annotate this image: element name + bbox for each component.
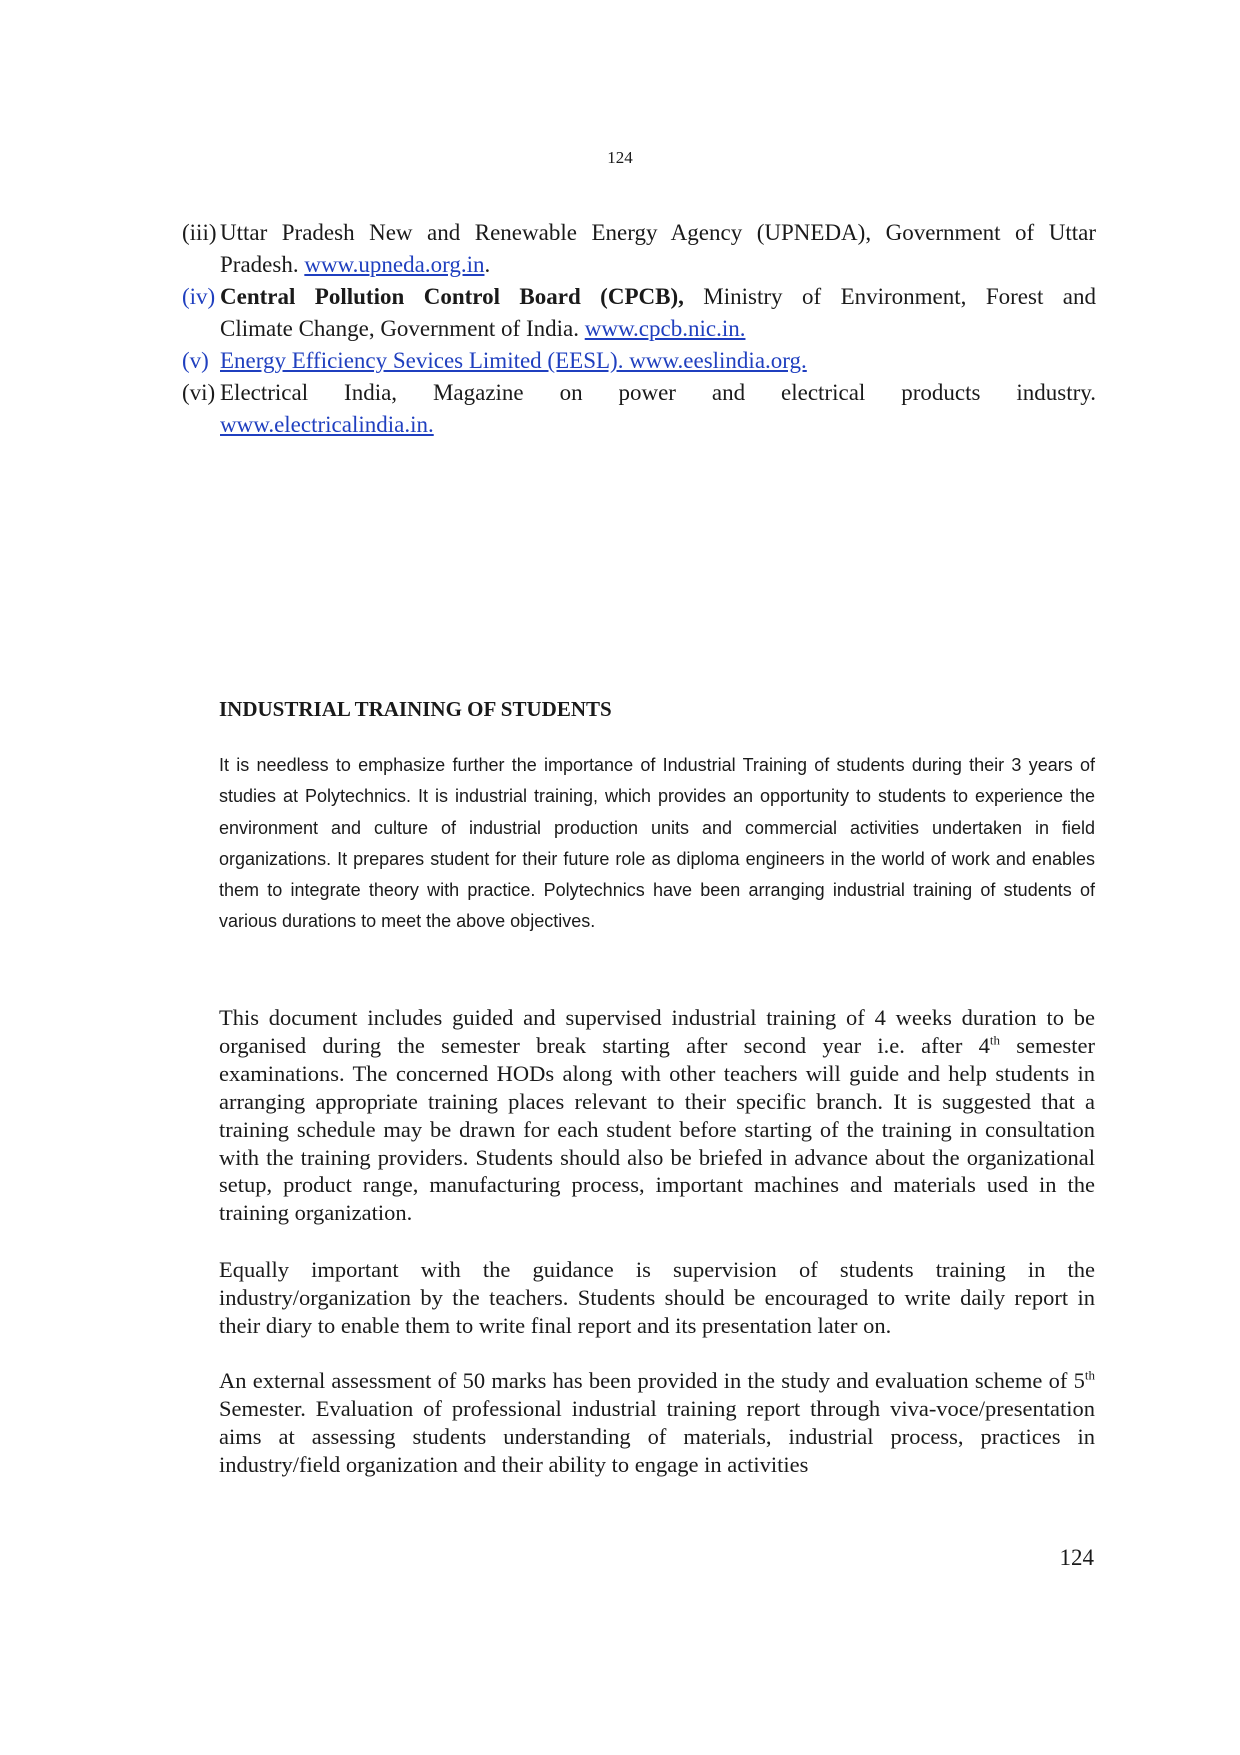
page-number-top: 124 <box>607 148 633 167</box>
reference-link[interactable]: www.cpcb.nic.in. <box>584 316 746 341</box>
section-heading: INDUSTRIAL TRAINING OF STUDENTS <box>219 697 612 721</box>
reference-number: (iii) <box>182 220 217 245</box>
reference-number: (iv) <box>182 284 216 309</box>
reference-text: Electrical India, Magazine on power and electrical products industry. <box>220 380 1096 405</box>
reference-text: Pradesh. <box>220 252 305 277</box>
organization-name: Central Pollution Control Board (CPCB), <box>220 284 684 309</box>
body-paragraph <box>219 1367 1095 1479</box>
reference-text: Ministry of Environment, Forest and <box>683 284 1097 309</box>
superscript: th <box>1084 1367 1095 1383</box>
paragraph-text: Semester. Evaluation of professional industrial training report through viva-voce/presentation aims at assessing students understanding of materials, industrial process, practices in industry/field organization and their ability to engage in activities <box>219 1395 1095 1477</box>
reference-link[interactable]: www.upneda.org.in <box>304 252 485 277</box>
intro-paragraph: It is needless to emphasize further the importance of Industrial Training of students during their 3 years of studies at Polytechnics. It is industrial training, which provides an opportunity to students to experience the environment and culture of industrial production units and commercial activities undertaken in field organizations. It prepares student for their future role as diploma engineers in the world of work and enables them to integrate theory with practice. Polytechnics have been arranging industrial training of students of various durations to meet the above objectives. <box>219 755 1095 932</box>
reference-text: . <box>484 252 491 277</box>
paragraph-text: An external assessment of 50 marks has been provided in the study and evaluation scheme of 5 <box>219 1368 1085 1393</box>
reference-link[interactable]: Energy Efficiency Sevices Limited (EESL). www.eeslindia.org. <box>220 348 807 373</box>
reference-item <box>182 217 1096 281</box>
reference-number: (v) <box>182 348 209 373</box>
page-number-bottom: 124 <box>1059 1545 1094 1570</box>
paragraph-text: semester examinations. The concerned HODs along with other teachers will guide and help students in arranging appropriate training places relevant to their specific branch. It is suggested that a training schedule may be drawn for each student before starting of the training in consultation with the training providers. Students should also be briefed in advance about the organizational setup, product range, manufacturing process, important machines and materials used in the training organization. <box>219 1032 1095 1226</box>
reference-text: Uttar Pradesh New and Renewable Energy Agency (UPNEDA), Government of Uttar <box>220 220 1096 245</box>
paragraph-text: This document includes guided and supervised industrial training of 4 weeks duration to be organised during the semester break starting after second year i.e. after 4 <box>219 1005 1095 1058</box>
body-paragraph <box>219 1004 1095 1227</box>
superscript: th <box>989 1032 1000 1048</box>
reference-text: Climate Change, Government of India. <box>220 316 585 341</box>
reference-item <box>182 281 1096 345</box>
reference-number: (vi) <box>182 380 216 405</box>
reference-link[interactable]: www.electricalindia.in. <box>220 412 434 437</box>
reference-item <box>182 345 1096 377</box>
reference-item <box>182 377 1096 441</box>
body-paragraph: Equally important with the guidance is supervision of students training in the industry/organization by the teachers. Students should be encouraged to write daily report in their diary to enable them to write final report and its presentation later on. <box>219 1257 1095 1338</box>
